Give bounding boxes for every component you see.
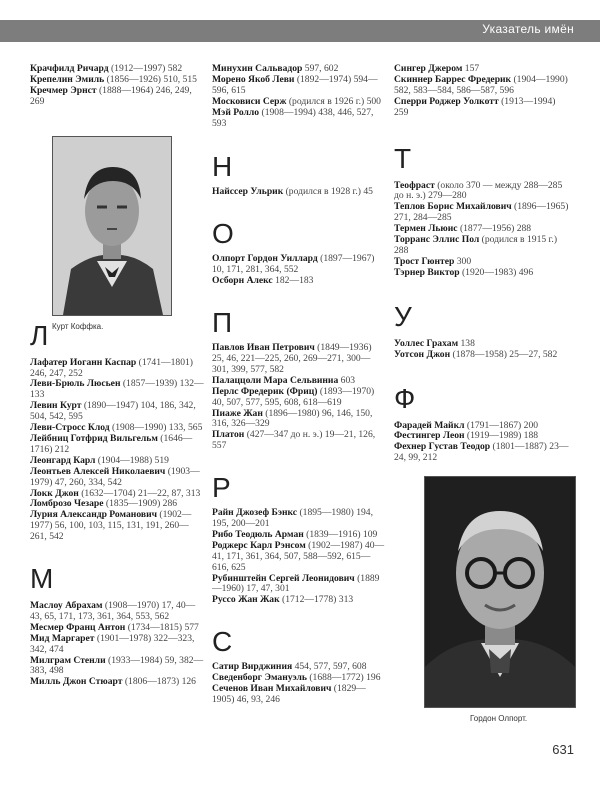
- portrait-allport-image: [425, 477, 575, 707]
- letter-heading-p: П: [212, 307, 233, 339]
- index-entry-pages: (1913—1994) 259: [394, 95, 556, 118]
- index-entry: [212, 409, 385, 431]
- index-entry: [212, 75, 385, 97]
- entries-m-continued: [212, 64, 385, 129]
- index-entry: [212, 343, 385, 376]
- index-entry: [212, 574, 385, 596]
- index-entry-pages: (1895—1980) 194, 195, 200—201: [212, 507, 374, 530]
- index-entry-pages: (1646—1716) 212: [30, 432, 193, 455]
- index-entry: [30, 358, 205, 380]
- index-entry-pages: (родился в 1926 г.) 500: [286, 95, 381, 107]
- index-entry-pages: 300: [454, 255, 472, 267]
- index-entry-pages: (1904—1990) 582, 583—584, 586—587, 596: [394, 73, 568, 96]
- index-entry-pages: (около 370 — между 288—285 до н. э.) 279—280: [394, 179, 563, 202]
- index-entry-pages: (1839—1916) 109: [303, 528, 378, 540]
- portrait-allport: [424, 476, 576, 708]
- index-entry: [212, 276, 385, 287]
- index-entry: [30, 634, 205, 656]
- entries-o: [212, 254, 385, 287]
- index-entry-name: Фехнер Густав Теодор: [394, 441, 491, 453]
- index-entry-name: Трост Гюнтер: [394, 255, 455, 267]
- index-entry-name: Мэй Ролло: [212, 106, 260, 118]
- index-entry-name: Осборн Алекс: [212, 275, 273, 287]
- entries-r: [212, 508, 385, 606]
- index-entry-pages: (1741—1801) 246, 247, 252: [30, 356, 194, 379]
- letter-heading-s: С: [212, 626, 233, 658]
- index-entry-name: Пиаже Жан: [212, 407, 263, 419]
- index-entry-pages: (1904—1988) 519: [95, 454, 169, 466]
- index-entry-name: Рубинштейн Сергей Леонидович: [212, 572, 355, 584]
- index-entry-pages: (1912—1997) 582: [108, 63, 183, 74]
- index-entry-pages: (1896—1980) 96, 146, 150, 316, 326—329: [212, 407, 373, 430]
- index-entry-name: Леонтьев Алексей Николаевич: [30, 465, 166, 477]
- index-entry-name: Скиннер Баррес Фредерик: [394, 73, 512, 85]
- index-entry-name: Милграм Стенли: [30, 654, 106, 666]
- index-entry-name: Термен Льюис: [394, 223, 458, 235]
- index-entry-name: Фарадей Майкл: [394, 419, 465, 431]
- index-entry-name: Палаццоли Мара Сельвиниа: [212, 374, 339, 386]
- portrait-koffka: [52, 136, 172, 316]
- entries-s-continued: [394, 64, 572, 119]
- index-entry-pages: (1835—1909) 286: [103, 498, 178, 510]
- index-entry: [30, 86, 205, 108]
- index-entry-name: Павлов Иван Петрович: [212, 342, 315, 354]
- index-entry-name: Платон: [212, 429, 245, 441]
- entries-s: [212, 662, 385, 706]
- index-entry: [30, 510, 205, 543]
- index-entry-pages: (1908—1994) 438, 446, 527, 593: [212, 106, 374, 129]
- letter-heading-n: Н: [212, 151, 233, 183]
- index-entry-name: Олпорт Гордон Уиллард: [212, 253, 318, 265]
- index-entry-name: Лурия Александр Романович: [30, 509, 158, 521]
- index-entry-name: Сведенборг Эмануэль: [212, 672, 307, 684]
- index-entry-pages: 138: [458, 337, 475, 349]
- index-entry: [394, 235, 572, 257]
- index-entry: [30, 601, 205, 623]
- index-entry: [212, 254, 385, 276]
- index-entry-pages: (1877—1956) 288: [457, 223, 532, 235]
- index-entry-name: Мид Маргарет: [30, 632, 95, 644]
- index-entry-pages: 597, 602: [302, 63, 339, 74]
- index-entry-name: Ломброзо Чезаре: [30, 498, 104, 510]
- caption-koffka: Курт Коффка.: [52, 322, 104, 331]
- index-entry-name: Теплов Борис Михайлович: [394, 201, 512, 213]
- index-entry: [30, 434, 205, 456]
- index-entry-name: Сперри Роджер Уолкотт: [394, 95, 499, 107]
- letter-heading-l: Л: [30, 319, 49, 351]
- index-entry: [394, 350, 572, 361]
- index-entry-pages: (1901—1978) 322—323, 342, 474: [30, 632, 195, 655]
- index-entry-pages: (1791—1867) 200: [464, 419, 539, 431]
- index-entry-pages: (427—347 до н. э.) 19—21, 126, 557: [212, 429, 376, 452]
- letter-heading-o: О: [212, 218, 234, 250]
- index-entry-name: Сатир Вирджиния: [212, 661, 293, 673]
- running-header-bar: [0, 20, 600, 42]
- index-entry-name: Рибо Теодюль Арман: [212, 528, 304, 540]
- index-entry-name: Уоллес Грахам: [394, 337, 459, 349]
- index-entry-name: Крачфилд Ричард: [30, 63, 109, 74]
- letter-heading-r: Р: [212, 472, 231, 504]
- index-entry-pages: (1903—1979) 47, 260, 334, 542: [30, 465, 200, 488]
- index-entry: [30, 677, 205, 688]
- index-entry-pages: (1920—1983) 496: [459, 266, 534, 278]
- entries-t: [394, 181, 572, 279]
- index-entry-name: Кречмер Эрнст: [30, 84, 97, 96]
- index-entry-pages: (1857—1939) 132—133: [30, 378, 204, 401]
- index-entry: [30, 467, 205, 489]
- index-entry: [212, 684, 385, 706]
- portrait-koffka-image: [53, 137, 171, 315]
- index-entry-pages: (1801—1887) 23—24, 99, 212: [394, 441, 569, 464]
- entries-p: [212, 343, 385, 452]
- index-entry: [212, 595, 385, 606]
- index-entry: [394, 181, 572, 203]
- index-entry-pages: (1892—1974) 594—596, 615: [212, 73, 378, 96]
- index-entry-name: Московиси Серж: [212, 95, 287, 107]
- index-entry: [394, 97, 572, 119]
- page-number: 631: [552, 742, 574, 757]
- index-entry: [394, 268, 572, 279]
- entries-n: [212, 187, 385, 198]
- index-entry-name: Руссо Жан Жак: [212, 594, 280, 606]
- index-entry-name: Перлс Фредерик (Фриц): [212, 385, 318, 397]
- index-entry: [212, 430, 385, 452]
- index-entry: [212, 508, 385, 530]
- index-entry-pages: 603: [338, 374, 356, 386]
- index-entry-name: Сеченов Иван Михайлович: [212, 683, 332, 695]
- index-entry: [212, 387, 385, 409]
- index-entry-name: Уотсон Джон: [394, 348, 451, 360]
- index-entry-name: Райн Джозеф Бэнкс: [212, 507, 298, 519]
- index-entry-name: Маслоу Абрахам: [30, 600, 103, 612]
- index-entry-pages: (1632—1704) 21—22, 87, 313: [78, 487, 201, 499]
- index-entry-pages: (1849—1936) 25, 46, 221—225, 260, 269—271, 300—301, 399, 577, 582: [212, 342, 372, 375]
- letter-heading-t: Т: [394, 142, 412, 174]
- index-entry-pages: (1933—1984) 59, 382—383, 498: [30, 654, 204, 677]
- index-entry-pages: (1856—1926) 510, 515: [104, 73, 197, 85]
- index-entry-pages: (1902—1977) 56, 100, 103, 115, 131, 191, 260—261, 542: [30, 509, 192, 543]
- index-entry-pages: (родился в 1928 г.) 45: [283, 186, 373, 198]
- entries-f: [394, 421, 572, 465]
- index-entry-pages: (1734—1815) 577: [125, 621, 199, 633]
- index-entry-name: Тэрнер Виктор: [394, 266, 460, 278]
- index-entry: [394, 442, 572, 464]
- index-entry-name: Крепелин Эмиль: [30, 73, 105, 85]
- index-entry-pages: (1829—1905) 46, 93, 246: [212, 683, 366, 705]
- entries-u: [394, 339, 572, 361]
- index-entry-pages: 182—183: [272, 275, 314, 287]
- index-entry-pages: (1890—1947) 104, 186, 342, 504, 542, 595: [30, 400, 196, 423]
- index-entry: [30, 656, 205, 678]
- index-entry-pages: (1806—1873) 126: [122, 676, 196, 688]
- index-entry-pages: (1919—1989) 188: [464, 430, 539, 442]
- index-entry-pages: (1688—1772) 196: [306, 672, 381, 684]
- index-entry-name: Лейбниц Готфрид Вильгельм: [30, 432, 158, 444]
- index-entry-pages: (1908—1990) 133, 565: [109, 422, 203, 434]
- index-entry: [30, 379, 205, 401]
- index-entry-pages: (родился в 1915 г.) 288: [394, 234, 558, 256]
- index-entry-name: Леонгард Карл: [30, 454, 96, 466]
- index-entry-pages: 454, 577, 597, 608: [292, 661, 367, 673]
- entries-k-continued: [30, 64, 205, 108]
- index-entry-pages: (1878—1958) 25—27, 582: [450, 348, 558, 360]
- index-entry-name: Милль Джон Стюарт: [30, 676, 123, 688]
- index-entry: [394, 75, 572, 97]
- index-entry-name: Сингер Джером: [394, 63, 463, 74]
- index-entry: [212, 108, 385, 130]
- index-entry-name: Торранс Эллис Пол: [394, 234, 480, 246]
- index-entry-name: Найссер Ульрик: [212, 186, 284, 198]
- index-entry-pages: 157: [462, 63, 480, 74]
- letter-heading-m: М: [30, 563, 54, 595]
- index-entry-pages: (1889—1960) 17, 47, 301: [212, 572, 380, 595]
- index-entry-pages: (1893—1970) 40, 507, 577, 595, 608, 618—619: [212, 385, 375, 408]
- index-entry-name: Теофраст: [394, 179, 435, 191]
- index-entry-name: Левин Курт: [30, 400, 82, 412]
- index-entry-pages: (1902—1987) 40—41, 171, 361, 364, 507, 588—592, 615—616, 625: [212, 539, 385, 573]
- index-entry-pages: (1897—1967) 10, 171, 281, 364, 552: [212, 253, 375, 276]
- running-header-title: Указатель имён: [482, 22, 574, 36]
- index-entry-name: Минухин Сальвадор: [212, 63, 303, 74]
- letter-heading-u: У: [394, 300, 412, 332]
- index-entry: [212, 541, 385, 574]
- caption-allport: Гордон Олпорт.: [470, 714, 528, 723]
- index-entry-name: Локк Джон: [30, 487, 79, 499]
- index-column-2: [212, 64, 385, 706]
- index-entry-name: Леви-Брюль Люсьен: [30, 378, 121, 390]
- index-entry-pages: (1888—1964) 246, 249, 269: [30, 84, 192, 107]
- index-entry-pages: (1908—1970) 17, 40—43, 65, 171, 173, 361, 364, 553, 562: [30, 600, 196, 622]
- index-entry-name: Лафатер Иоганн Каспар: [30, 356, 137, 368]
- index-entry-name: Месмер Франц Антон: [30, 621, 126, 633]
- index-column-3: [394, 64, 572, 464]
- index-entry-name: Морено Якоб Леви: [212, 73, 295, 85]
- index-entry-pages: (1896—1965) 271, 284—285: [394, 201, 569, 224]
- index-entry-pages: (1712—1778) 313: [279, 594, 354, 606]
- index-entry-name: Леви-Стросс Клод: [30, 422, 110, 434]
- entries-l: [30, 358, 205, 543]
- index-entry-name: Фестингер Леон: [394, 430, 465, 442]
- index-entry: [394, 202, 572, 224]
- index-entry: [30, 401, 205, 423]
- letter-heading-f: Ф: [394, 382, 416, 414]
- index-entry-name: Роджерс Карл Рэнсом: [212, 539, 306, 551]
- index-entry: [212, 187, 385, 198]
- entries-m: [30, 601, 205, 688]
